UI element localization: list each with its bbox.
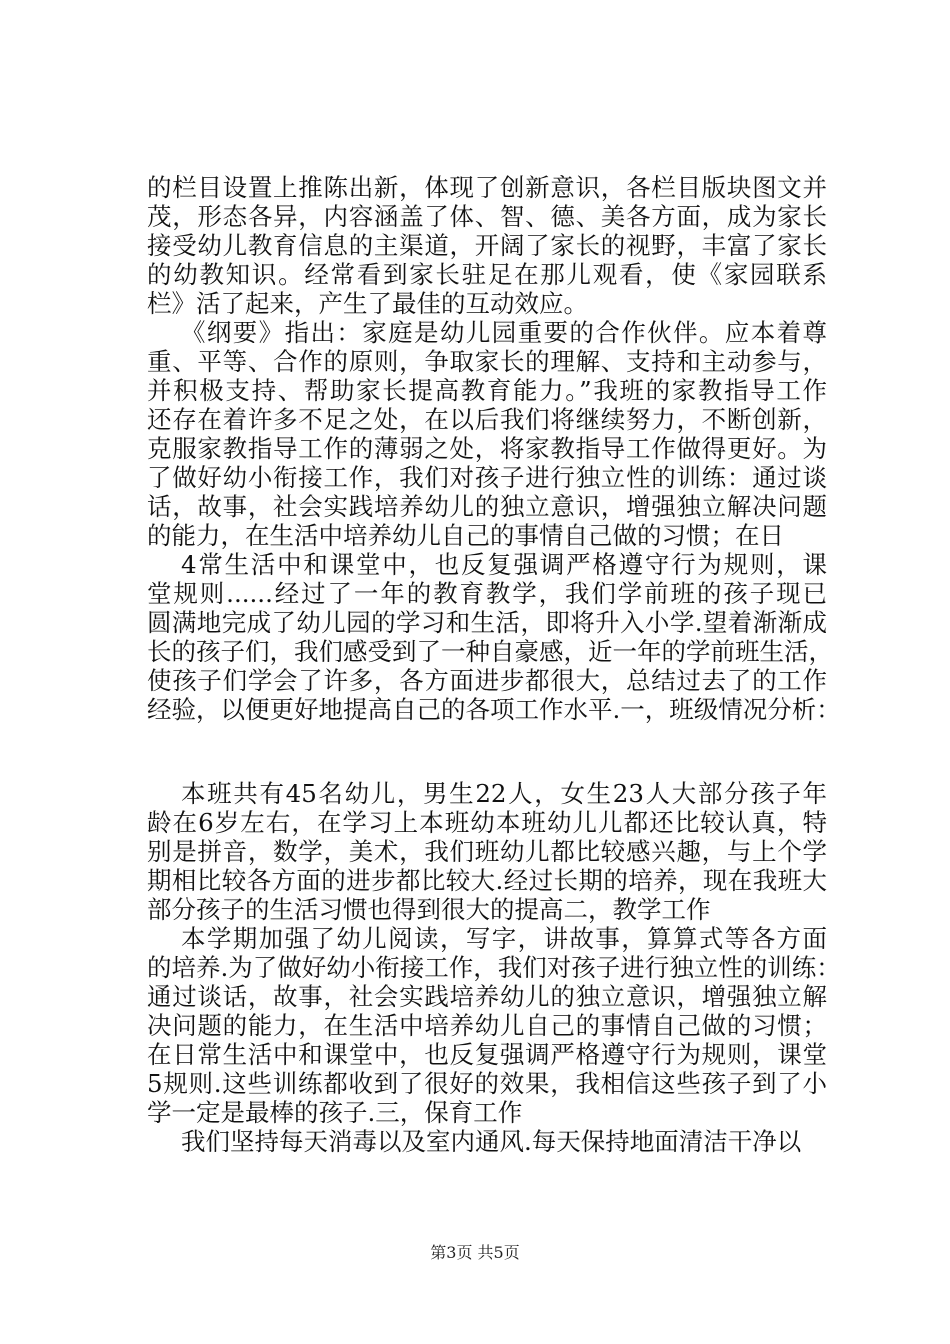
- text-line: 并积极支持、帮助家长提高教育能力。”我班的家教指导工作: [147, 376, 827, 405]
- text-line: 长的孩子们，我们感受到了一种自豪感，近一年的学前班生活，: [147, 637, 833, 666]
- text-line: 通过谈话，故事，社会实践培养幼儿的独立意识，增强独立解: [147, 982, 827, 1011]
- text-line: 堂规则......经过了一年的教育教学，我们学前班的孩子现已: [147, 579, 827, 608]
- text-line: 克服家教指导工作的薄弱之处，将家教指导工作做得更好。为: [147, 434, 827, 463]
- text-line: 还存在着许多不足之处，在以后我们将继续努力，不断创新，: [147, 405, 827, 434]
- text-line: 5规则.这些训练都收到了很好的效果，我相信这些孩子到了小: [147, 1069, 827, 1098]
- paragraph-gap: [147, 724, 827, 779]
- text-line: 《纲要》指出：家庭是幼儿园重要的合作伙伴。应本着尊: [181, 318, 827, 347]
- text-line: 本班共有45名幼儿，男生22人，女生23人大部分孩子年: [181, 779, 827, 808]
- text-line: 龄在6岁左右，在学习上本班幼本班幼儿儿都还比较认真，特: [147, 808, 827, 837]
- text-line: 部分孩子的生活习惯也得到很大的提高二，教学工作: [147, 895, 711, 924]
- text-line: 我们坚持每天消毒以及室内通风.每天保持地面清洁干净以: [181, 1127, 802, 1156]
- text-line: 决问题的能力，在生活中培养幼儿自己的事情自己做的习惯；: [147, 1011, 827, 1040]
- text-line: 的幼教知识。经常看到家长驻足在那儿观看，使《家园联系: [147, 260, 827, 289]
- text-line: 4常生活中和课堂中，也反复强调严格遵守行为规则，课: [181, 550, 827, 579]
- document-body: [147, 173, 841, 1156]
- text-line: 的栏目设置上推陈出新，体现了创新意识，各栏目版块图文并: [147, 173, 827, 202]
- text-line: 期相比较各方面的进步都比较大.经过长期的培养，现在我班大: [147, 866, 827, 895]
- text-line: 经验，以便更好地提高自己的各项工作水平.一，班级情况分析：: [147, 695, 841, 724]
- text-line: 学一定是最棒的孩子.三，保育工作: [147, 1098, 523, 1127]
- text-line: 圆满地完成了幼儿园的学习和生活，即将升入小学.望着渐渐成: [147, 608, 827, 637]
- page-footer: 第3页 共5页: [430, 1243, 520, 1262]
- text-line: 的培养.为了做好幼小衔接工作，我们对孩子进行独立性的训练：: [147, 953, 841, 982]
- text-line: 使孩子们学会了许多，各方面进步都很大，总结过去了的工作: [147, 666, 827, 695]
- text-line: 了做好幼小衔接工作，我们对孩子进行独立性的训练：通过谈: [147, 463, 827, 492]
- text-line: 在日常生活中和课堂中，也反复强调严格遵守行为规则，课堂: [147, 1040, 827, 1069]
- text-line: 栏》活了起来，产生了最佳的互动效应。: [147, 289, 588, 318]
- text-line: 的能力，在生活中培养幼儿自己的事情自己做的习惯；在日: [147, 521, 784, 550]
- text-line: 接受幼儿教育信息的主渠道，开阔了家长的视野，丰富了家长: [147, 231, 827, 260]
- text-line: 重、平等、合作的原则，争取家长的理解、支持和主动参与，: [147, 347, 827, 376]
- text-line: 茂，形态各异，内容涵盖了体、智、德、美各方面，成为家长: [147, 202, 827, 231]
- text-line: 话，故事，社会实践培养幼儿的独立意识，增强独立解决问题: [147, 492, 827, 521]
- text-line: 别是拼音，数学，美术，我们班幼儿都比较感兴趣，与上个学: [147, 837, 827, 866]
- text-line: 本学期加强了幼儿阅读，写字，讲故事，算算式等各方面: [181, 924, 827, 953]
